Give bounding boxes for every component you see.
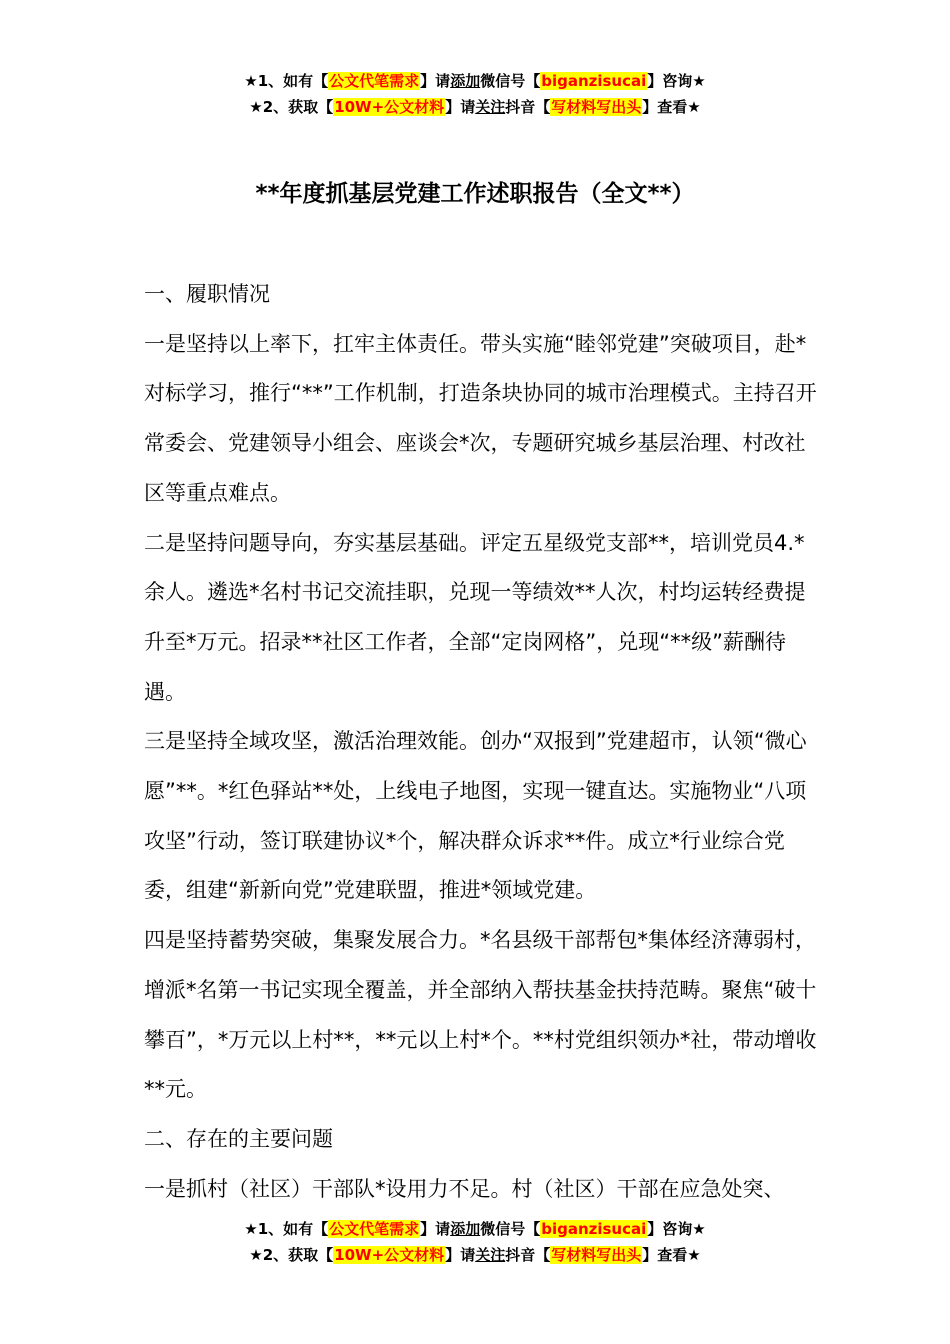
promo-text: 】请 xyxy=(445,98,476,116)
promo-text: 微信号【 xyxy=(480,1220,541,1238)
section-heading: 一、履职情况 xyxy=(144,282,270,306)
promo-text: 】查看★ xyxy=(642,98,701,116)
promo-underlined: 关注 xyxy=(475,98,506,116)
promo-text: ★2、获取【 xyxy=(249,98,334,116)
promo-text: 】请 xyxy=(420,1220,451,1238)
promo-text: 抖音【 xyxy=(505,1246,551,1264)
promo-text: 】请 xyxy=(445,1246,476,1264)
promo-underlined: 添加 xyxy=(450,1220,481,1238)
footer-promo-banner xyxy=(0,1216,950,1268)
promo-highlight: biganzisucai xyxy=(541,1220,647,1238)
promo-highlight: 公文代笔需求 xyxy=(329,72,420,90)
promo-line-1 xyxy=(0,1216,950,1242)
document-body xyxy=(144,270,824,1214)
body-paragraph: 一是坚持以上率下，扛牢主体责任。带头实施“睦邻党建”突破项目，赴*对标学习，推行“**”工作机制，打造条块协同的城市治理模式。主持召开常委会、党建领导小组会、座谈会*次，专题研究城乡基层治理、村改社区等重点难点。 xyxy=(144,331,817,505)
promo-text: ★1、如有【 xyxy=(244,72,329,90)
header-promo-banner xyxy=(0,68,950,120)
promo-underlined: 添加 xyxy=(450,72,481,90)
promo-line-1 xyxy=(0,68,950,94)
body-paragraph: 三是坚持全域攻坚，激活治理效能。创办“双报到”党建超市，认领“微心愿”**。*红色驿站**处，上线电子地图，实现一键直达。实施物业“八项攻坚”行动，签订联建协议*个，解决群众诉求**件。成立*行业综合党委，组建“新新向党”党建联盟，推进*领域党建。 xyxy=(144,729,807,903)
promo-highlight: 10W+公文材料 xyxy=(334,98,445,116)
promo-line-2 xyxy=(0,1242,950,1268)
promo-text: 】咨询★ xyxy=(647,72,706,90)
promo-line-2 xyxy=(0,94,950,120)
promo-highlight: 写材料写出头 xyxy=(551,1246,642,1264)
promo-text: 微信号【 xyxy=(480,72,541,90)
promo-highlight: 公文代笔需求 xyxy=(329,1220,420,1238)
body-paragraph: 四是坚持蓄势突破，集聚发展合力。*名县级干部帮包*集体经济薄弱村，增派*名第一书记实现全覆盖，并全部纳入帮扶基金扶持范畴。聚焦“破十攀百”，*万元以上村**，**元以上村*个。**村党组织领办*社，带动增收**元。 xyxy=(144,928,817,1102)
body-paragraph: 一是抓村（社区）干部队*设用力不足。村（社区）干部在应急处突、 xyxy=(144,1176,785,1201)
promo-text: 】查看★ xyxy=(642,1246,701,1264)
promo-text: 】请 xyxy=(420,72,451,90)
promo-text: ★2、获取【 xyxy=(249,1246,334,1264)
promo-highlight: 写材料写出头 xyxy=(551,98,642,116)
promo-text: 抖音【 xyxy=(505,98,551,116)
body-paragraph: 二是坚持问题导向，夯实基层基础。评定五星级党支部**，培训党员4.*余人。遴选*名村书记交流挂职，兑现一等绩效**人次，村均运转经费提升至*万元。招录**社区工作者，全部“定岗网格”，兑现“**级”薪酬待遇。 xyxy=(144,530,806,704)
promo-underlined: 关注 xyxy=(475,1246,506,1264)
promo-text: 】咨询★ xyxy=(647,1220,706,1238)
promo-text: ★1、如有【 xyxy=(244,1220,329,1238)
section-heading: 二、存在的主要问题 xyxy=(144,1126,333,1151)
document-title: **年度抓基层党建工作述职报告（全文**） xyxy=(255,181,695,207)
promo-highlight: 10W+公文材料 xyxy=(334,1246,445,1264)
promo-highlight: biganzisucai xyxy=(541,72,647,90)
